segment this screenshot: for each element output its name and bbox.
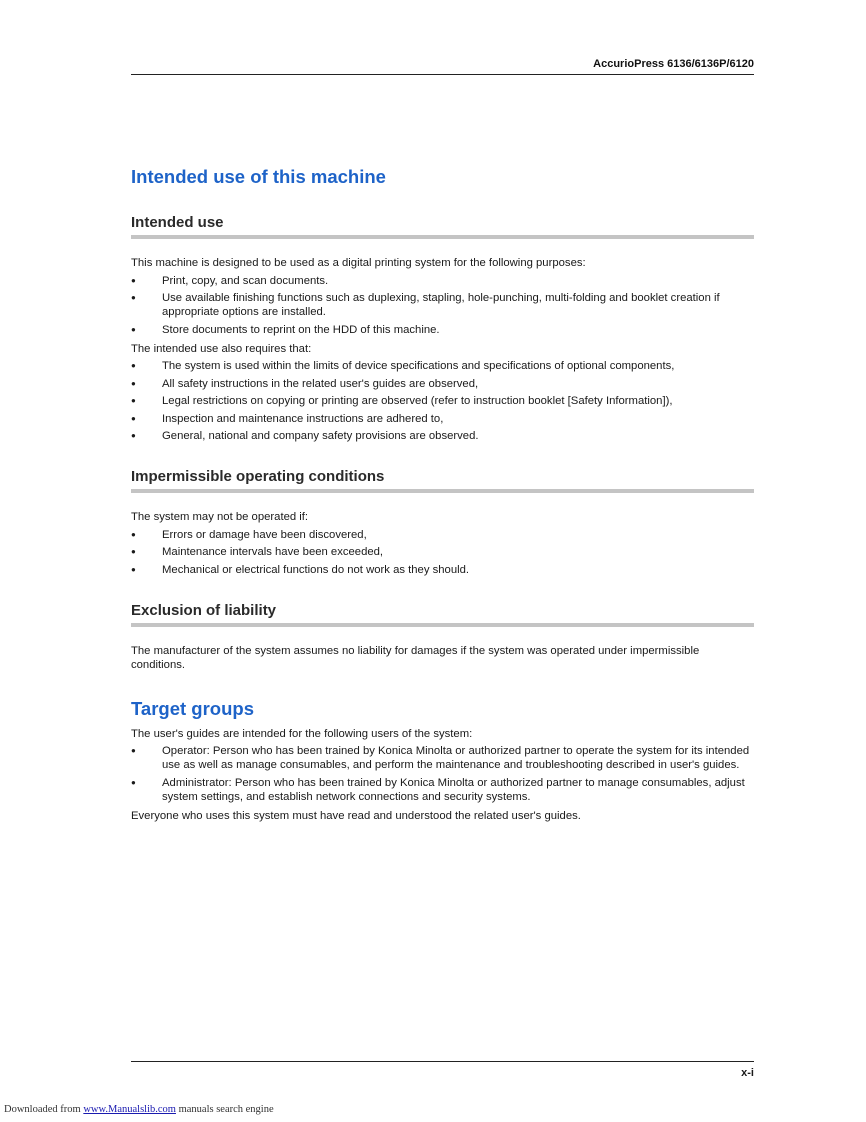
- list-item: ● The system is used within the limits of device specifications and specifications of optional components,: [131, 359, 754, 373]
- source-suffix: manuals search engine: [175, 1104, 274, 1115]
- target-groups-closing: Everyone who uses this system must have read and understood the related user's guides.: [131, 809, 581, 822]
- section-title-target-groups: Target groups: [131, 697, 254, 719]
- list-item: ● Store documents to reprint on the HDD of this machine.: [131, 323, 754, 337]
- page-content: [131, 166, 754, 823]
- list-item: ● Legal restrictions on copying or printing are observed (refer to instruction booklet [Safety Information]),: [131, 394, 754, 408]
- requirements-list: [131, 359, 754, 443]
- heading-exclusion-of-liability: Exclusion of liability: [131, 601, 277, 619]
- list-item: ● Use available finishing functions such as duplexing, stapling, hole-punching, multi-folding and booklet creation if appropriate options are installed.: [131, 291, 754, 319]
- section-title-intended-use-of-machine: Intended use of this machine: [131, 166, 386, 187]
- list-item: ● All safety instructions in the related user's guides are observed,: [131, 377, 754, 391]
- list-item: ● Operator: Person who has been trained by Konica Minolta or authorized partner to operate the system for its intended use as well as manage consumables, and perform the maintenance and troubleshooting described in user's guides.: [131, 744, 754, 772]
- intended-use-intro: This machine is designed to be used as a digital printing system for the following purposes:: [131, 257, 586, 269]
- download-source-line: [4, 1104, 274, 1115]
- target-groups-list: [131, 744, 754, 804]
- list-item: ● General, national and company safety provisions are observed.: [131, 429, 754, 443]
- heading-liability-block: [131, 602, 754, 627]
- footer-divider: [131, 1061, 754, 1062]
- page-number: x-i: [741, 1067, 754, 1079]
- heading-impermissible-block: [131, 468, 754, 493]
- list-item: ● Inspection and maintenance instructions are adhered to,: [131, 412, 754, 426]
- liability-text: The manufacturer of the system assumes no liability for damages if the system was operated under impermissible conditions.: [131, 644, 700, 671]
- requirements-intro: The intended use also requires that:: [131, 342, 312, 355]
- document-header-title: AccurioPress 6136/6136P/6120: [593, 58, 754, 70]
- target-groups-intro: The user's guides are intended for the following users of the system:: [131, 727, 473, 740]
- purposes-list: [131, 274, 754, 337]
- list-item: ● Errors or damage have been discovered,: [131, 528, 754, 542]
- list-item: ● Print, copy, and scan documents.: [131, 274, 754, 288]
- list-item: ● Maintenance intervals have been exceeded,: [131, 545, 754, 559]
- heading-intended-use-block: [131, 214, 754, 239]
- conditions-list: [131, 528, 754, 577]
- impermissible-intro: The system may not be operated if:: [131, 511, 309, 523]
- manualslib-link[interactable]: www.Manualslib.com: [83, 1104, 176, 1115]
- list-item: ● Mechanical or electrical functions do not work as they should.: [131, 563, 754, 577]
- source-prefix: Downloaded from: [4, 1104, 84, 1115]
- list-item: ● Administrator: Person who has been trained by Konica Minolta or authorized partner to manage consumables, adjust system settings, and establish network connections and security systems.: [131, 776, 754, 804]
- header-divider: [131, 74, 754, 75]
- heading-intended-use: Intended use: [131, 214, 224, 231]
- heading-impermissible-conditions: Impermissible operating conditions: [131, 468, 385, 485]
